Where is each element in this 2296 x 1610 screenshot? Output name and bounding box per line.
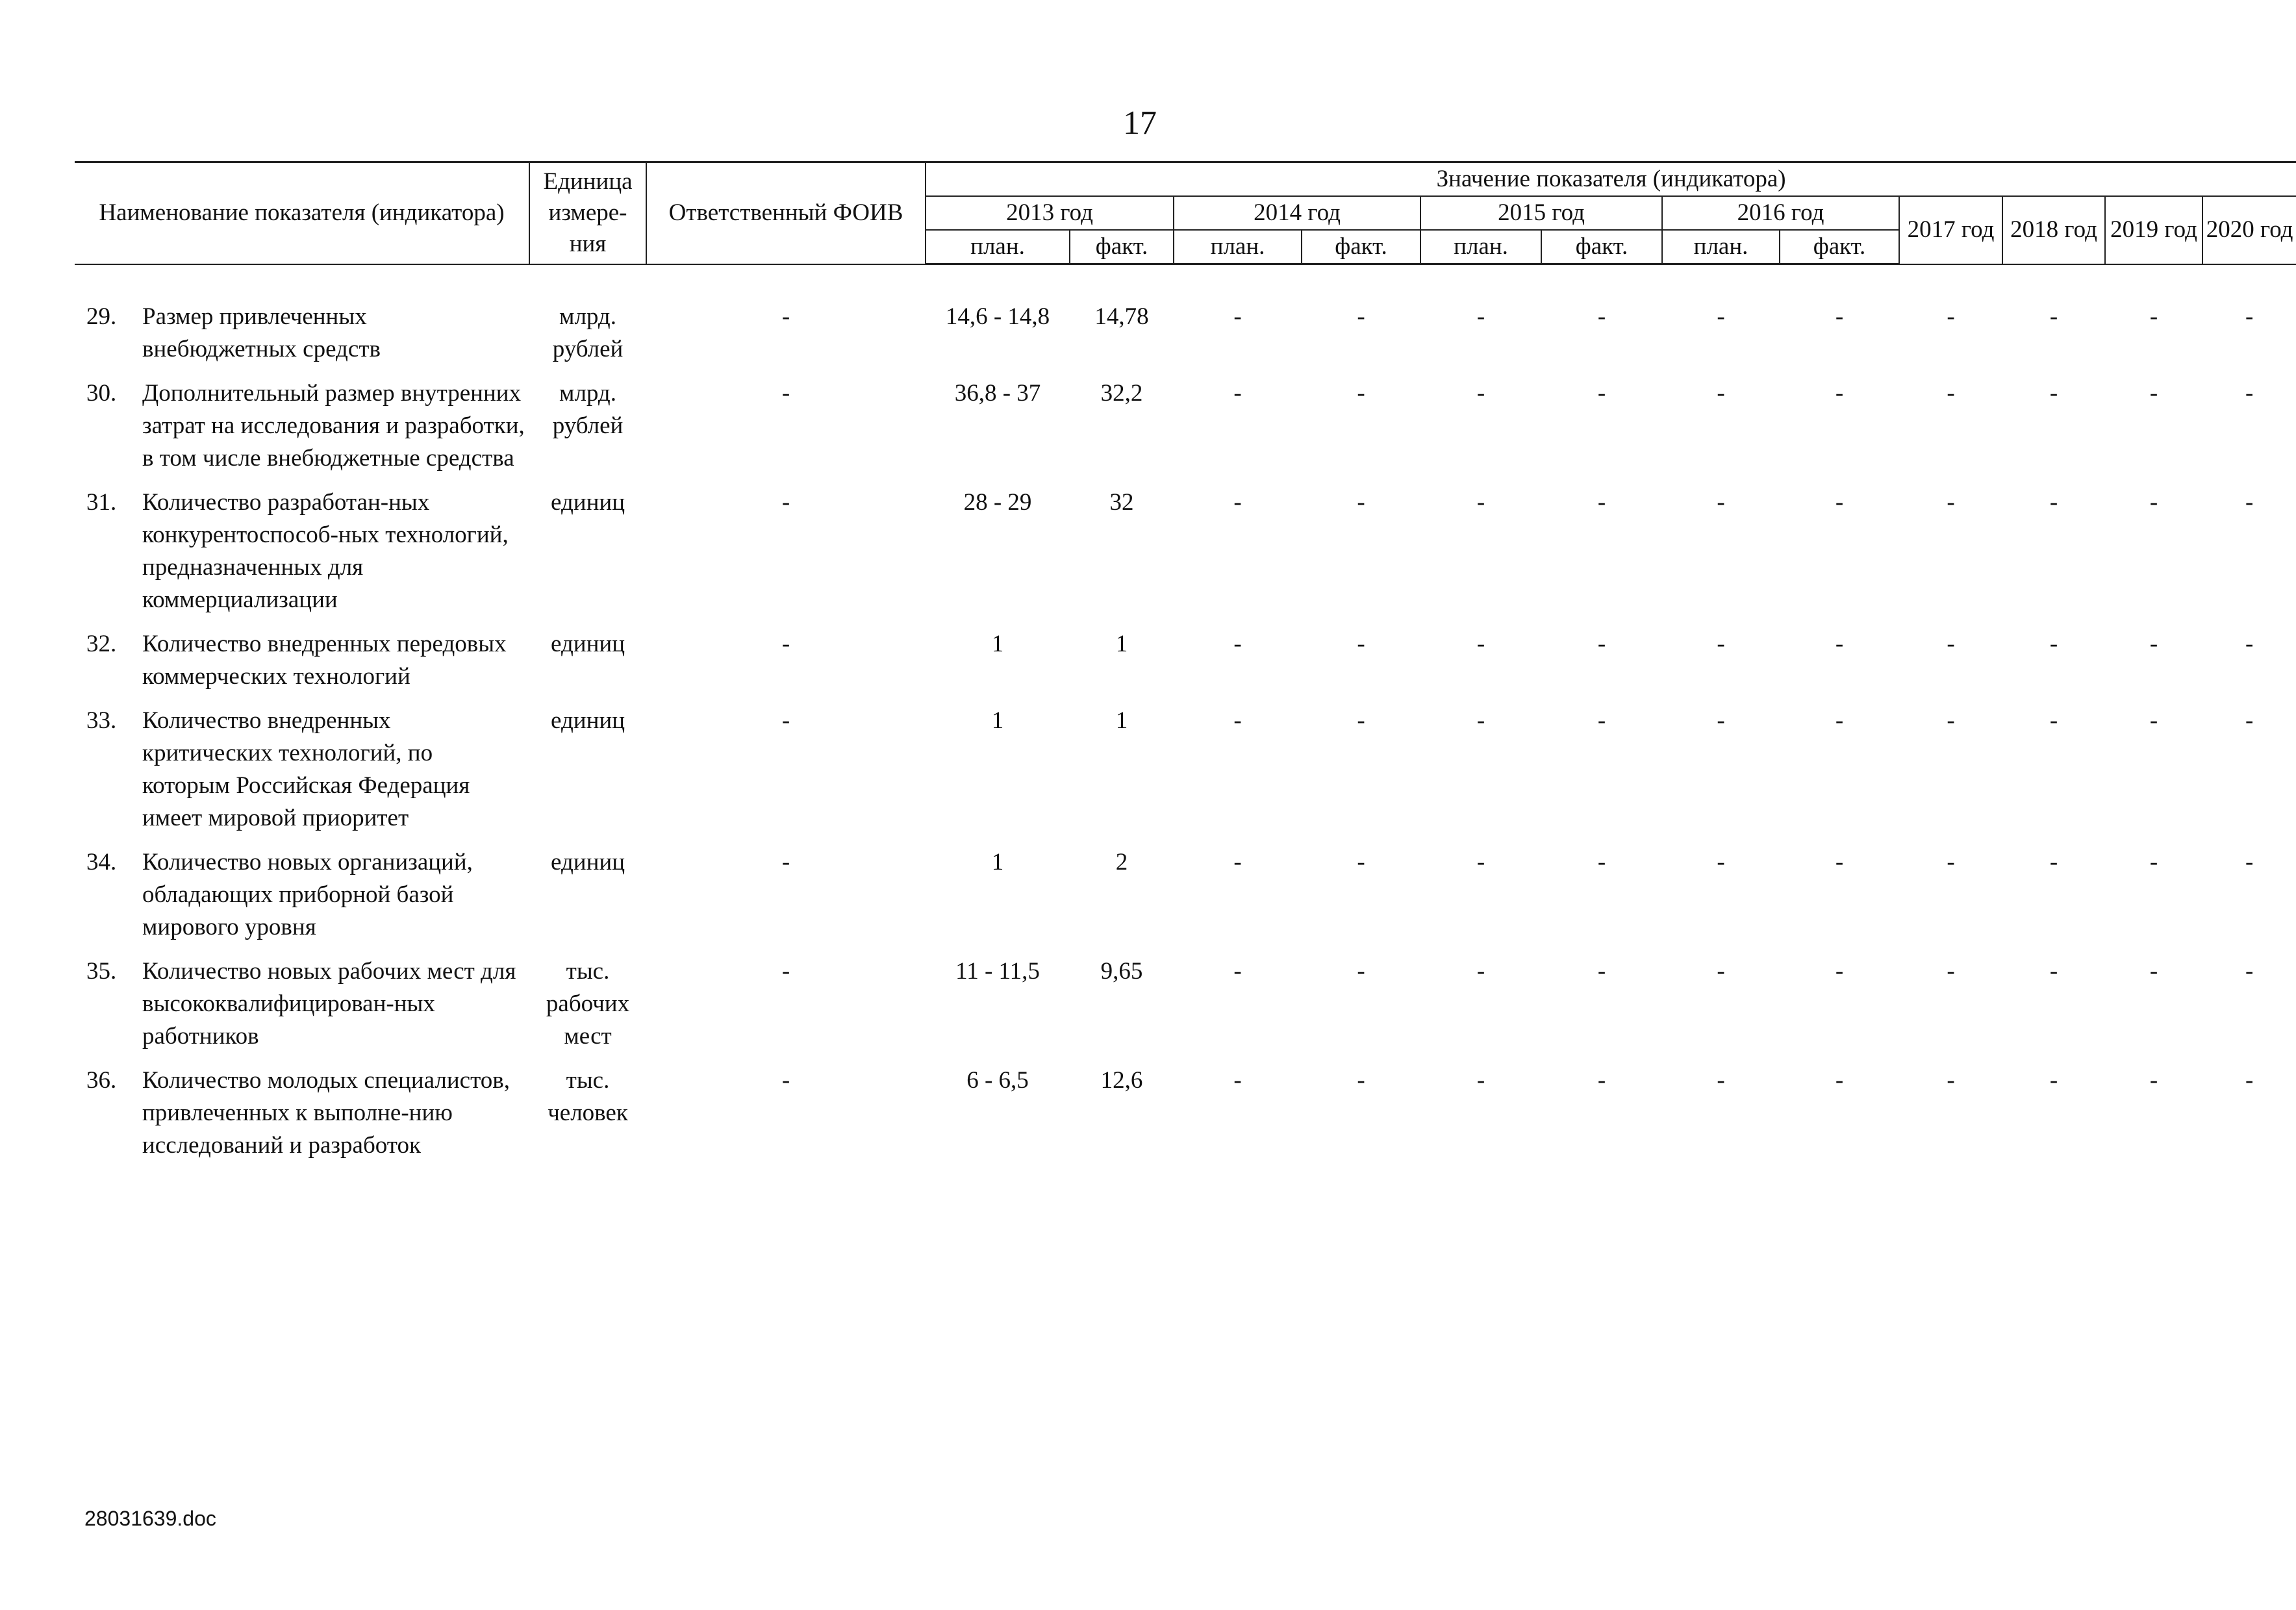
fact-2014: - (1357, 957, 1365, 985)
row-number: 30. (86, 379, 117, 407)
value-2017: - (1947, 957, 1955, 985)
value-2019: - (2149, 379, 2158, 407)
indicator-name: Количество новых организаций, обладающих приборной базой мирового уровня (142, 848, 473, 940)
fact-2014: - (1357, 848, 1365, 875)
fact-2014: - (1357, 488, 1365, 516)
fact-2016: - (1835, 707, 1844, 734)
foiv: - (781, 630, 790, 657)
plan-2014: - (1233, 303, 1242, 330)
value-2019: - (2149, 1066, 2158, 1094)
indicator-name: Дополнительный размер внутренних затрат на исследования и разработки, в том числе внебюджетные средства (142, 379, 525, 472)
foiv: - (781, 488, 790, 516)
row-number: 36. (86, 1066, 117, 1094)
value-2020: - (2245, 303, 2254, 330)
table-row (75, 486, 2296, 628)
foiv: - (781, 848, 790, 875)
plan-2015: - (1476, 957, 1485, 985)
row-number: 35. (86, 957, 117, 985)
header-value: Значение показателя (индикатора) (926, 162, 2296, 197)
table-row (75, 628, 2296, 705)
table-row (75, 377, 2296, 486)
fact-2016: - (1835, 848, 1844, 875)
table-row (75, 955, 2296, 1064)
value-2018: - (2049, 848, 2058, 875)
header-year-2020: 2020 год (2202, 196, 2296, 264)
value-2017: - (1947, 1066, 1955, 1094)
plan-2016: - (1717, 303, 1725, 330)
plan-2013: 6 - 6,5 (966, 1066, 1029, 1094)
fact-2016: - (1835, 379, 1844, 407)
row-number: 31. (86, 488, 117, 516)
value-2018: - (2049, 379, 2058, 407)
value-2019: - (2149, 303, 2158, 330)
foiv: - (781, 957, 790, 985)
plan-2015: - (1476, 707, 1485, 734)
fact-2016: - (1835, 957, 1844, 985)
plan-2016: - (1717, 957, 1725, 985)
plan-2013: 28 - 29 (963, 488, 1032, 516)
value-2020: - (2245, 848, 2254, 875)
unit: тыс. рабочих мест (546, 957, 630, 1050)
header-plan-2014: план. (1174, 230, 1302, 264)
header-fact-2016: факт. (1780, 230, 1899, 264)
fact-2014: - (1357, 1066, 1365, 1094)
fact-2014: - (1357, 707, 1365, 734)
plan-2014: - (1233, 630, 1242, 657)
header-year-2018: 2018 год (2002, 196, 2105, 264)
value-2019: - (2149, 707, 2158, 734)
value-2018: - (2049, 630, 2058, 657)
plan-2014: - (1233, 488, 1242, 516)
value-2017: - (1947, 848, 1955, 875)
plan-2016: - (1717, 630, 1725, 657)
unit: единиц (551, 707, 625, 734)
value-2020: - (2245, 707, 2254, 734)
value-2017: - (1947, 488, 1955, 516)
value-2019: - (2149, 630, 2158, 657)
indicator-table (75, 161, 2296, 1174)
indicator-name: Количество молодых специалистов, привлеченных к выполне-нию исследований и разработок (142, 1066, 510, 1159)
indicator-name: Количество внедренных передовых коммерческих технологий (142, 630, 507, 690)
page-number: 17 (1123, 105, 1157, 142)
plan-2013: 1 (991, 848, 1004, 875)
unit: единиц (551, 488, 625, 516)
value-2017: - (1947, 379, 1955, 407)
indicator-name: Размер привлеченных внебюджетных средств (142, 303, 381, 362)
unit: тыс. человек (548, 1066, 628, 1126)
plan-2013: 36,8 - 37 (954, 379, 1041, 407)
fact-2015: - (1597, 957, 1606, 985)
plan-2015: - (1476, 488, 1485, 516)
value-2018: - (2049, 707, 2058, 734)
fact-2015: - (1597, 379, 1606, 407)
plan-2013: 11 - 11,5 (955, 957, 1040, 985)
unit: единиц (551, 630, 625, 657)
fact-2015: - (1597, 630, 1606, 657)
plan-2014: - (1233, 1066, 1242, 1094)
value-2017: - (1947, 630, 1955, 657)
table-row (75, 846, 2296, 955)
fact-2016: - (1835, 303, 1844, 330)
fact-2016: - (1835, 488, 1844, 516)
header-year-2016: 2016 год (1662, 196, 1899, 230)
header-year-2019: 2019 год (2105, 196, 2202, 264)
fact-2016: - (1835, 1066, 1844, 1094)
fact-2013: 32 (1109, 488, 1134, 516)
value-2018: - (2049, 488, 2058, 516)
value-2017: - (1947, 707, 1955, 734)
plan-2013: 14,6 - 14,8 (945, 303, 1050, 330)
plan-2015: - (1476, 379, 1485, 407)
fact-2013: 1 (1115, 630, 1128, 657)
table-row (75, 1064, 2296, 1174)
foiv: - (781, 379, 790, 407)
plan-2014: - (1233, 957, 1242, 985)
fact-2015: - (1597, 848, 1606, 875)
value-2020: - (2245, 630, 2254, 657)
fact-2013: 1 (1115, 707, 1128, 734)
plan-2014: - (1233, 848, 1242, 875)
header-name: Наименование показателя (индикатора) (75, 162, 529, 264)
plan-2016: - (1717, 848, 1725, 875)
plan-2016: - (1717, 379, 1725, 407)
plan-2016: - (1717, 707, 1725, 734)
header-plan-2015: план. (1420, 230, 1541, 264)
header-foiv: Ответственный ФОИВ (646, 162, 926, 264)
indicator-name: Количество разработан-ных конкурентоспособ-ных технологий, предназначенных для коммерциализации (142, 488, 509, 613)
fact-2014: - (1357, 379, 1365, 407)
plan-2015: - (1476, 630, 1485, 657)
header-year-2014: 2014 год (1174, 196, 1420, 230)
foiv: - (781, 303, 790, 330)
fact-2013: 9,65 (1100, 957, 1143, 985)
document-code: 28031639.doc (84, 1507, 216, 1530)
plan-2016: - (1717, 1066, 1725, 1094)
value-2020: - (2245, 379, 2254, 407)
value-2018: - (2049, 1066, 2058, 1094)
fact-2013: 32,2 (1100, 379, 1143, 407)
foiv: - (781, 707, 790, 734)
row-number: 32. (86, 630, 117, 657)
plan-2014: - (1233, 707, 1242, 734)
fact-2015: - (1597, 488, 1606, 516)
value-2020: - (2245, 488, 2254, 516)
plan-2015: - (1476, 848, 1485, 875)
header-year-2013: 2013 год (926, 196, 1174, 230)
value-2019: - (2149, 957, 2158, 985)
fact-2016: - (1835, 630, 1844, 657)
fact-2013: 12,6 (1100, 1066, 1143, 1094)
header-fact-2015: факт. (1541, 230, 1662, 264)
value-2018: - (2049, 957, 2058, 985)
plan-2014: - (1233, 379, 1242, 407)
table-row (75, 705, 2296, 846)
row-number: 34. (86, 848, 117, 875)
foiv: - (781, 1066, 790, 1094)
header-fact-2014: факт. (1302, 230, 1420, 264)
indicator-name: Количество новых рабочих мест для высококвалифицирован-ных работников (142, 957, 516, 1050)
fact-2015: - (1597, 303, 1606, 330)
value-2019: - (2149, 848, 2158, 875)
fact-2013: 2 (1115, 848, 1128, 875)
header-plan-2013: план. (926, 230, 1070, 264)
fact-2015: - (1597, 1066, 1606, 1094)
header-row-top (75, 162, 2296, 197)
indicator-name: Количество внедренных критических технологий, по которым Российская Федерация имеет мировой приоритет (142, 707, 470, 831)
plan-2015: - (1476, 303, 1485, 330)
fact-2014: - (1357, 303, 1365, 330)
row-number: 29. (86, 303, 117, 330)
unit: млрд. рублей (552, 379, 624, 439)
header-unit: Единица измере-ния (529, 162, 646, 264)
fact-2015: - (1597, 707, 1606, 734)
plan-2016: - (1717, 488, 1725, 516)
value-2018: - (2049, 303, 2058, 330)
value-2020: - (2245, 1066, 2254, 1094)
header-fact-2013: факт. (1070, 230, 1174, 264)
plan-2013: 1 (991, 707, 1004, 734)
plan-2015: - (1476, 1066, 1485, 1094)
value-2020: - (2245, 957, 2254, 985)
table-row (75, 264, 2296, 377)
value-2019: - (2149, 488, 2158, 516)
unit: единиц (551, 848, 625, 875)
header-year-2015: 2015 год (1420, 196, 1662, 230)
plan-2013: 1 (991, 630, 1004, 657)
fact-2013: 14,78 (1094, 303, 1149, 330)
unit: млрд. рублей (552, 303, 624, 362)
fact-2014: - (1357, 630, 1365, 657)
header-plan-2016: план. (1662, 230, 1780, 264)
row-number: 33. (86, 707, 117, 734)
header-year-2017: 2017 год (1899, 196, 2002, 264)
value-2017: - (1947, 303, 1955, 330)
